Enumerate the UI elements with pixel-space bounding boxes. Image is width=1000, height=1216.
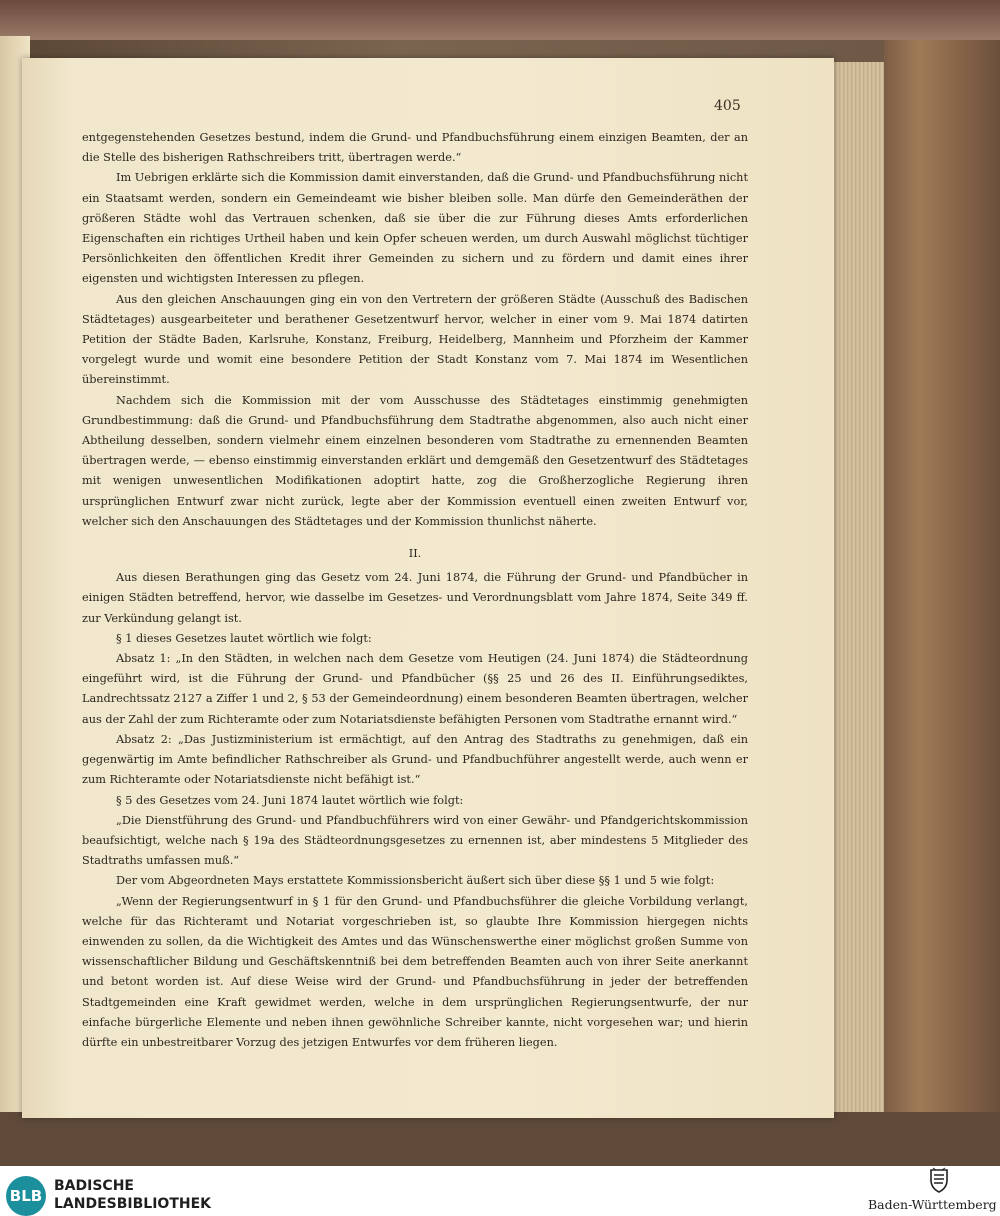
paragraph: Der vom Abgeordneten Mays erstattete Kommissionsbericht äußert sich über diese §§ 1 und 5 wie folgt: [116,874,715,888]
library-name[interactable] [54,1177,211,1213]
paragraph: Im Uebrigen erklärte sich die Kommission damit einverstanden, daß die Grund- und Pfandbuchsführung nicht ein Staatsamt werden, sondern ein Gemeindeamt wie bisher bleiben solle. Man dürfe den Gemeinderäthen der größeren Städte wohl das Vertrauen schenken, daß sie über die zur Führung dieses Amts erforderlichen Eigenschaften ein richtiges Urtheil haben und kein Opfer scheuen werden, um durch Auswahl möglichst tüchtiger Persönlichkeiten den öffentlichen Kredit ihrer Gemeinden zu sichern und zu fördern und damit eines ihrer eigensten und wichtigsten Interessen zu pflegen. [82,171,748,286]
library-name-line1: BADISCHE [54,1178,134,1194]
paragraph: entgegenstehenden Gesetzes bestund, indem die Grund- und Pfandbuchsführung einem einzigen Beamten, der an die Stelle des bisherigen Rathschreibers tritt, übertragen werde.“ [82,131,748,165]
book-cover-top [0,0,1000,40]
paragraph: Absatz 2: „Das Justizministerium ist ermächtigt, auf den Antrag des Stadtraths zu genehmigen, daß ein gegenwärtig im Amte befindlicher Rathschreiber als Grund- und Pfandbuchführer angestellt werde, auch wenn er zum Richteramte oder Notariatsdienste nicht befähigt ist.“ [82,732,748,787]
paragraph: Aus den gleichen Anschauungen ging ein von den Vertretern der größeren Städte (Ausschuß des Badischen Städtetages) ausgearbeiteter und berathener Gesetzentwurf hervor, welcher in einer vom 9. Mai 1874 datirten Petition der Städte Baden, Karlsruhe, Konstanz, Freiburg, Heidelberg, Mannheim und Pforzheim der Kammer vorgelegt wurde und womit eine besondere Petition der Stadt Konstanz vom 7. Mai 1874 im Wesentlichen übereinstimmt. [82,292,748,387]
coat-of-arms-icon [928,1167,950,1193]
paragraph: „Die Dienstführung des Grund- und Pfandbuchführers wird von einer Gewähr- und Pfandgerichtskommission beaufsichtigt, welche nach § 19a des Städteordnungsgesetzes zu ernennen ist, aber mindestens 5 Mitglieder des Stadtraths umfassen muß.“ [82,813,748,868]
paragraph: Aus diesen Berathungen ging das Gesetz vom 24. Juni 1874, die Führung der Grund- und Pfandbücher in einigen Städten betreffend, hervor, wie dasselbe im Gesetzes- und Verordnungsblatt vom Jahre 1874, Seite 349 ff. zur Verkündung gelangt ist. [82,571,748,625]
book-cover-bottom [0,1112,1000,1166]
paragraph: „Wenn der Regierungsentwurf in § 1 für den Grund- und Pfandbuchsführer die gleiche Vorbildung verlangt, welche für das Richteramt und Notariat vorgeschrieben ist, so glaubte Ihre Kommission hiergegen nichts einwenden zu sollen, da die Wichtigkeit des Amtes und das Wünschenswerthe einer möglichst großen Summe von wissenschaftlicher Bildung und Geschäftskenntniß bei dem betreffenden Beamten auch von ihrer Seite anerkannt und betont worden ist. Auf diese Weise wird der Grund- und Pfandbuchsführung in jeder der betreffenden Stadtgemeinden eine Kraft gewidmet werden, welche in dem ursprünglichen Regierungsentwurfe, der nur einfache bürgerliche Elemente und neben ihnen gewöhnliche Schreiber kannte, nicht vorgesehen war; und hierin dürfte ein unbestreitbarer Vorzug des jetzigen Entwurfes vor dem früheren liegen. [82,894,748,1049]
page-number: 405 [714,98,741,114]
library-name-line2: LANDESBIBLIOTHEK [54,1196,212,1212]
library-footer [0,1166,1000,1216]
paragraph: Nachdem sich die Kommission mit der vom Ausschusse des Städtetages einstimmig genehmigten Grundbestimmung: daß die Grund- und Pfandbuchsführung dem Stadtrathe abgenommen, also auch nicht einer Abtheilung desselben, sondern vielmehr einem einzelnen besonderen vom Stadtrathe zu ernennenden Beamten übertragen werde, — ebenso einstimmig einverstanden erklärt und demgemäß den Gesetzentwurf des Städtetages mit wenigen unwesentlichen Modifikationen adoptirt hatte, zog die Großherzogliche Regierung ihren ursprünglichen Entwurf zwar nicht zurück, legte aber der Kommission eventuell einen zweiten Entwurf vor, welcher sich den Anschauungen des Städtetages und der Kommission thunlichst näherte. [82,393,748,528]
paragraph: Absatz 1: „In den Städten, in welchen nach dem Gesetze vom Heutigen (24. Juni 1874) die Städteordnung eingeführt wird, ist die Führung der Grund- und Pfandbücher (§§ 25 und 26 des II. Einführungsediktes, Landrechtssatz 2127 a Ziffer 1 und 2, § 53 der Gemeindeordnung) einem besonderen Beamten übertragen, welcher aus der Zahl der zum Richteramte oder zum Notariatsdienste befähigten Personen vom Stadtrathe ernannt wird.“ [82,652,748,726]
page-fore-edge [832,62,884,1112]
section-heading: II. [408,547,422,561]
blb-logo-icon[interactable]: BLB [6,1176,46,1216]
paragraph: § 1 dieses Gesetzes lautet wörtlich wie folgt: [116,631,372,645]
state-label: Baden-Württemberg [868,1197,997,1212]
paragraph: § 5 des Gesetzes vom 24. Juni 1874 lautet wörtlich wie folgt: [116,793,464,807]
book-cover-right [884,40,1000,1150]
page-text [82,128,748,1053]
